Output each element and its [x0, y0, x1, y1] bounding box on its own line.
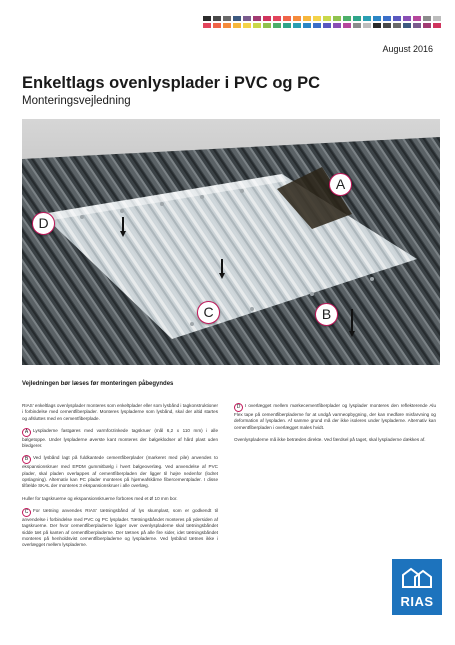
- color-swatch-strip: [203, 16, 441, 28]
- color-swatch: [383, 16, 391, 21]
- color-swatch: [263, 16, 271, 21]
- document-date: August 2016: [382, 44, 433, 54]
- color-swatch: [223, 23, 231, 28]
- instructions-left-column: [22, 403, 218, 554]
- roof-installation-photo: [22, 119, 440, 365]
- color-swatch: [203, 16, 211, 21]
- color-swatch: [283, 23, 291, 28]
- paragraph-b: [22, 455, 218, 489]
- paragraph-c-text: For tætning anvendes RIAS' tætningsbånd af lys skumplast, som er godkendt til anvendelse i forbindelse med PVC og PC lysplader. Tætningsbåndet monteres på ydersiden af tagskruerne. Der hvor cementfiberpladerne ligger over ovenlyspladerne skal tætningsbåndet sidde tæt på kanten af cementfiberpladerne. Der tætnes på alle fire sider, idet tætningsbåndet monteres på henholdsvist cementfiberpladerne og lyspladerne. Ved lysbånd tætnes ikke i overlægget mellem lyspladerne.: [22, 507, 218, 548]
- color-swatch: [243, 16, 251, 21]
- color-swatch: [393, 16, 401, 21]
- color-swatch: [273, 16, 281, 21]
- rias-logo-text: RIAS: [400, 594, 434, 609]
- color-swatch: [243, 23, 251, 28]
- callout-d: D: [32, 212, 55, 235]
- color-swatch: [413, 16, 421, 21]
- color-swatch: [283, 16, 291, 21]
- color-swatch: [203, 23, 211, 28]
- color-swatch: [373, 16, 381, 21]
- color-swatch: [253, 16, 261, 21]
- color-swatch: [303, 23, 311, 28]
- color-swatch: [233, 16, 241, 21]
- document-title: Enkeltlags ovenlysplader i PVC og PC: [22, 74, 321, 92]
- document-subtitle: Monteringsvejledning: [22, 95, 131, 107]
- color-swatch: [353, 16, 361, 21]
- callout-b: B: [315, 303, 338, 326]
- color-swatch: [313, 23, 321, 28]
- color-swatch: [343, 16, 351, 21]
- color-swatch: [433, 16, 441, 21]
- color-swatch: [233, 23, 241, 28]
- color-swatch: [363, 16, 371, 21]
- color-swatch: [343, 23, 351, 28]
- marker-b: B: [22, 455, 31, 464]
- marker-c: C: [22, 508, 31, 517]
- color-swatch: [313, 16, 321, 21]
- holes-paragraph: Huller for tagskruerne og ekspansionskruerne forbores med et Ø 10 mm bor.: [22, 495, 178, 501]
- color-swatch: [333, 16, 341, 21]
- color-swatch: [323, 16, 331, 21]
- callout-a: A: [329, 173, 352, 196]
- color-swatch: [293, 16, 301, 21]
- color-swatch: [413, 23, 421, 28]
- color-swatch: [333, 23, 341, 28]
- rias-logo-icon: [401, 567, 433, 589]
- color-swatch: [223, 16, 231, 21]
- color-swatch: [213, 16, 221, 21]
- color-swatch: [423, 23, 431, 28]
- paragraph-a: [22, 428, 218, 450]
- color-swatch: [353, 23, 361, 28]
- color-swatch: [403, 16, 411, 21]
- paragraph-d-text: I overlægget mellem mørkecementfiberplader og lysplader monteres den reflekterende Alu Flex tape på cementfiberpladerne for at undgå varmeopbygning, der kan medføre misfarvning og deformation af lyspladen. Af samme grund må der ikke isoleres under lyspladerne. Alternativ kan cementfiberpladen i overlægget males hvidt.: [234, 403, 436, 430]
- paragraph-a-text: Lyspladerne fastgøres med varmforzinkede tagskruer (mål 6,2 x 110 mm) i alle bølgetoppe. Under lyspladerne øverste kant monteres der bølgeklodser af hård plast uden bledgerer.: [22, 427, 218, 449]
- color-swatch: [403, 23, 411, 28]
- color-swatch: [253, 23, 261, 28]
- color-swatch: [423, 16, 431, 21]
- color-swatch: [393, 23, 401, 28]
- color-swatch: [373, 23, 381, 28]
- color-swatch: [383, 23, 391, 28]
- callout-c: C: [197, 301, 220, 324]
- color-swatch: [213, 23, 221, 28]
- rias-logo: [392, 559, 442, 615]
- color-swatch: [323, 23, 331, 28]
- color-swatch: [273, 23, 281, 28]
- paragraph-d: [234, 403, 436, 431]
- roof-illustration: [22, 119, 440, 365]
- marker-a: A: [22, 428, 31, 437]
- read-before-notice: Vejledningen bør læses før monteringen påbegyndes: [22, 381, 174, 387]
- color-swatch: [363, 23, 371, 28]
- color-swatch: [303, 16, 311, 21]
- color-swatch: [293, 23, 301, 28]
- instructions-right-column: [234, 403, 436, 449]
- color-swatch: [263, 23, 271, 28]
- walk-warning-paragraph: Ovenlyspladerne må ikke betrædes direkte. Ved færdsel på taget, skal lyspladerne dækkes af.: [234, 436, 426, 442]
- paragraph-b-text: Ved lysbånd lagt på fuldkantede cementfiberplader (markeret med pile) anvendes to ekspansionskruer med EPDM gummitbælg i hvert bølgeoverlæg. Ved anvendelse af PVC plader, skal pladen overlappes af cementfiberpladen der ligger til højre nedenfor (lodret opslagning). Alternativ kan PC plader monteres på hjørneafskårne fibercementplader. I disse tilfælde SKAL der monteres 3 ekspansionskruer i alle overlæg.: [22, 455, 218, 489]
- color-swatch: [433, 23, 441, 28]
- marker-d: D: [234, 403, 243, 412]
- paragraph-c: [22, 508, 218, 548]
- intro-paragraph: RIAS' enkeltlags ovenlysplader monteres som enkeltplader eller som lysbånd i tagkonstruktioner i forbindelse med cementfiberplader. Monteres lyspladerne som lysbånd, skal der altid startes og afsluttes med en cementfiberplade.: [22, 403, 218, 421]
